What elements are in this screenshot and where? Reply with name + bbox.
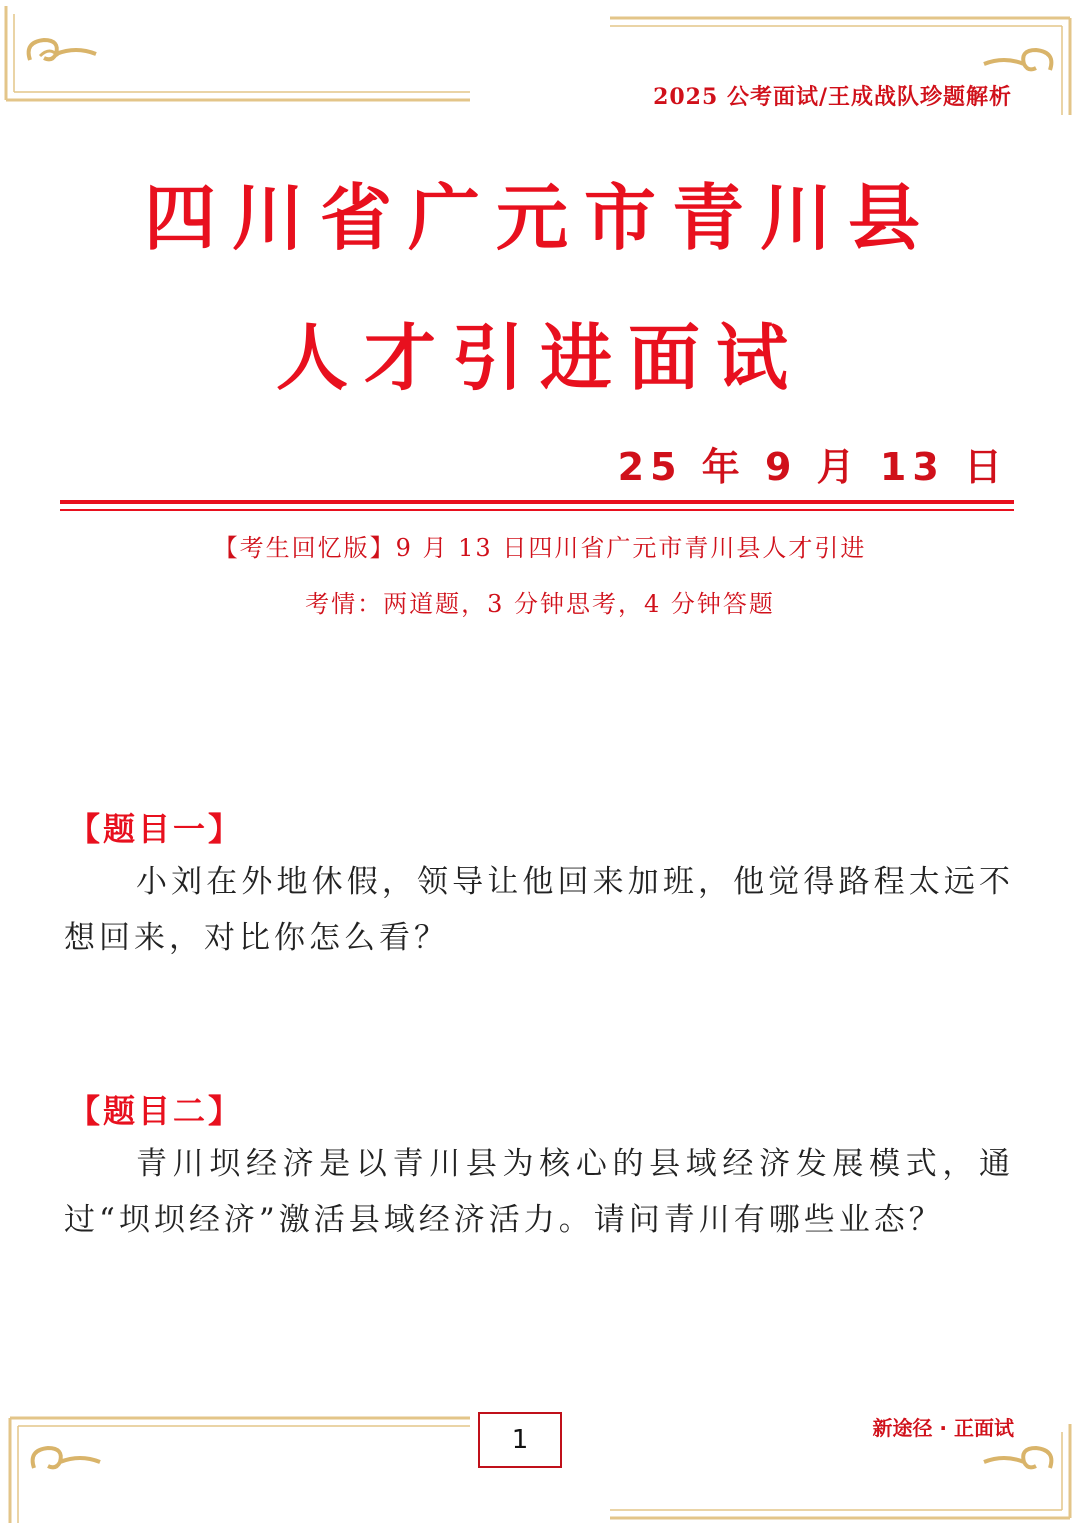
question-1-text: 小刘在外地休假，领导让他回来加班，他觉得路程太远不想回来，对比你怎么看？ [64, 864, 1014, 956]
frame-ornament-bottom-left [0, 1408, 480, 1528]
divider-thick [60, 500, 1014, 504]
exam-date: 25 年 9 月 13 日 [617, 445, 1008, 489]
question-2-label: 【题目二】 [68, 1092, 244, 1130]
question-2-text: 青川坝经济是以青川县为核心的县域经济发展模式，通过“坝坝经济”激活县域经济活力。请问青川有哪些业态？ [64, 1146, 1014, 1238]
question-1-label: 【题目一】 [68, 810, 244, 848]
title-line-1: 四川省广元市青川县 [143, 176, 936, 260]
subtitle-line-2: 考情：两道题，3 分钟思考，4 分钟答题 [305, 590, 775, 618]
page-number: 1 [478, 1412, 562, 1468]
footer-brand: 新途径 · 正面试 [872, 1416, 1014, 1440]
title-line-2: 人才引进面试 [275, 316, 804, 400]
divider-thin [60, 509, 1014, 511]
frame-ornament-top-left [0, 0, 480, 110]
subtitle-line-1: 【考生回忆版】9 月 13 日四川省广元市青川县人才引进 [213, 534, 867, 562]
series-label: 2025 公考面试/王成战队珍题解析 [653, 84, 1012, 110]
